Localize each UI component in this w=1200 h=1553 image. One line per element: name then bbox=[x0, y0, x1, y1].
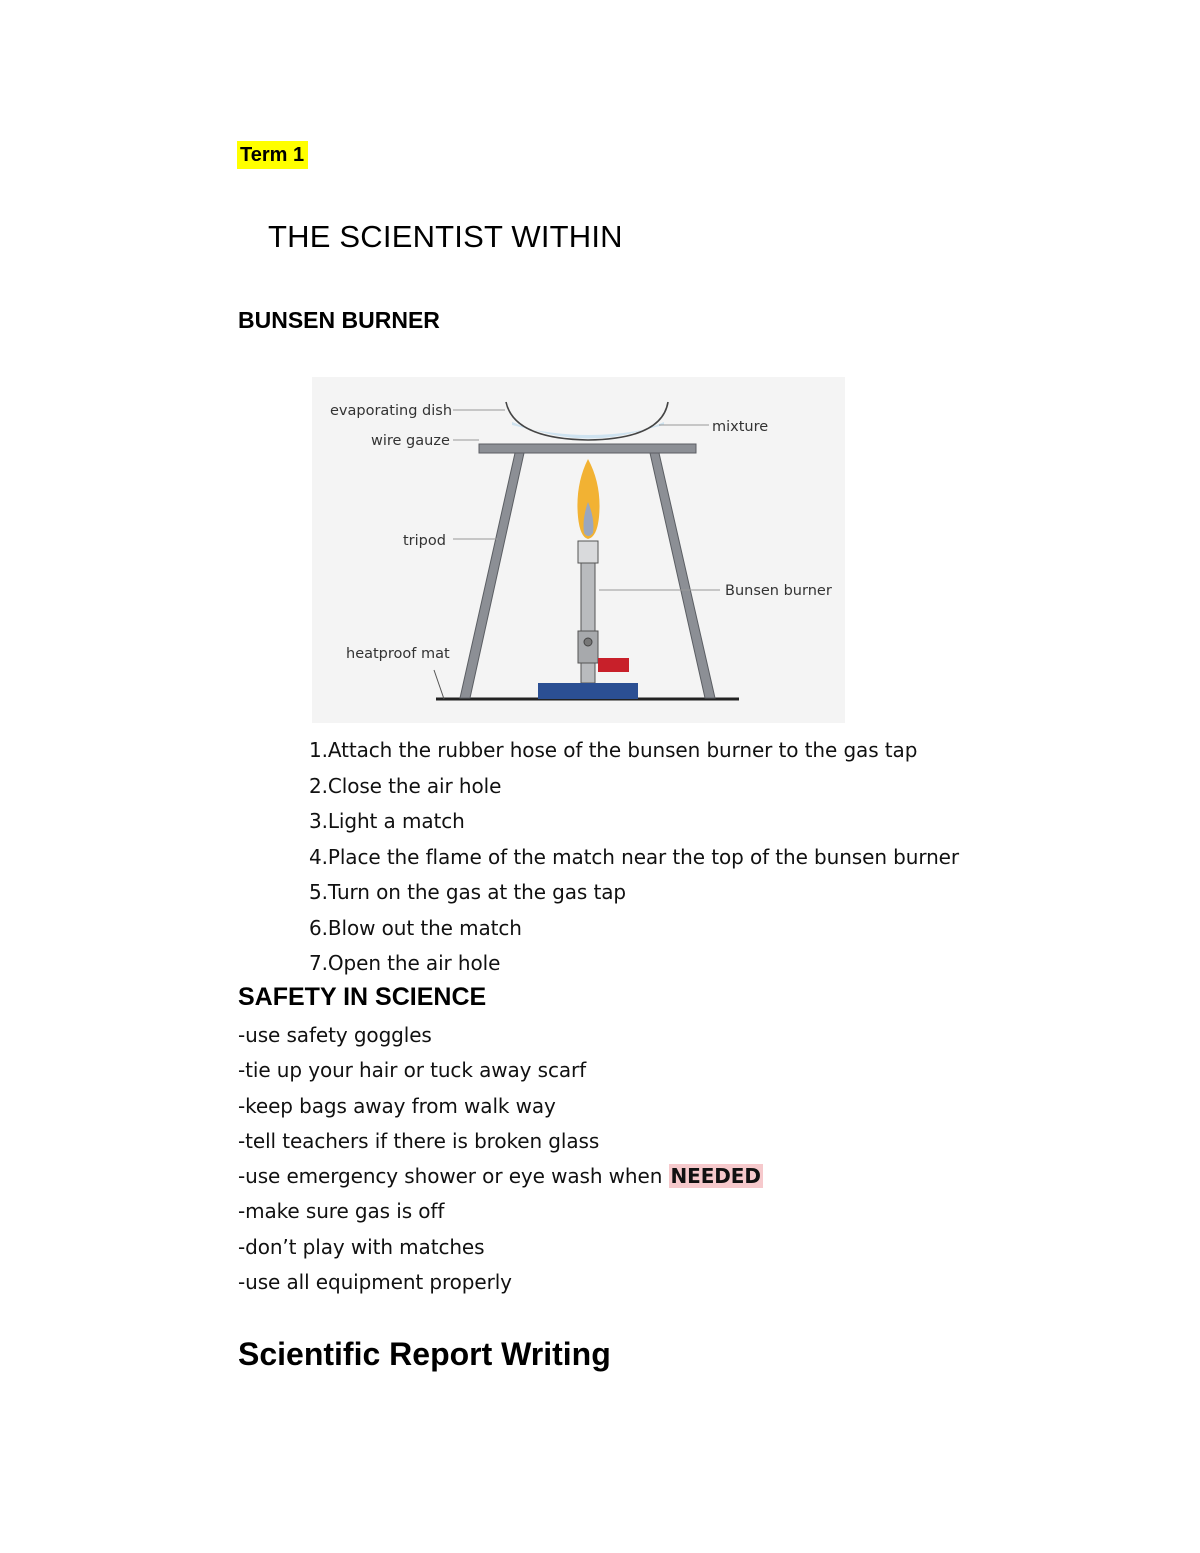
bunsen-steps-list bbox=[309, 733, 959, 982]
bunsen-burner-diagram bbox=[312, 377, 845, 723]
safety-rule: -tie up your hair or tuck away scarf bbox=[238, 1058, 587, 1083]
report-writing-heading: Scientific Report Writing bbox=[238, 1336, 611, 1372]
step-item: 3.Light a match bbox=[309, 809, 465, 833]
document-title: THE SCIENTIST WITHIN bbox=[268, 219, 623, 254]
leader-heatproof-mat bbox=[434, 670, 444, 699]
safety-rule: -don’t play with matches bbox=[238, 1234, 485, 1259]
burner-air-collar bbox=[578, 631, 598, 663]
burner-barrel bbox=[581, 563, 595, 631]
tripod-left-leg bbox=[460, 453, 524, 698]
step-item: 6.Blow out the match bbox=[309, 915, 522, 940]
label-heatproof-mat: heatproof mat bbox=[346, 646, 450, 662]
label-mixture: mixture bbox=[712, 419, 769, 435]
bunsen-burner-heading: BUNSEN BURNER bbox=[238, 307, 440, 333]
step-item: 1.Attach the rubber hose of the bunsen burner to the gas tap bbox=[309, 738, 918, 762]
evaporating-dish bbox=[506, 402, 668, 440]
burner-neck bbox=[581, 663, 595, 683]
safety-rule-emergency bbox=[238, 1159, 763, 1194]
safety-rule: -make sure gas is off bbox=[238, 1199, 445, 1224]
safety-heading: SAFETY IN SCIENCE bbox=[238, 983, 487, 1011]
burner-base bbox=[538, 683, 638, 699]
step-item: 2.Close the air hole bbox=[309, 773, 502, 798]
safety-rule: -tell teachers if there is broken glass bbox=[238, 1128, 600, 1153]
safety-rule: -use safety goggles bbox=[238, 1023, 432, 1047]
step-item: 4.Place the flame of the match near the top of the bunsen burner bbox=[309, 844, 960, 869]
safety-rule-text: -use emergency shower or eye wash when bbox=[238, 1164, 669, 1189]
term-label: Term 1 bbox=[237, 141, 308, 169]
safety-rules-list bbox=[238, 1018, 763, 1300]
safety-rule: -keep bags away from walk way bbox=[238, 1093, 556, 1118]
safety-rule: -use all equipment properly bbox=[238, 1270, 512, 1295]
wire-gauze bbox=[479, 444, 696, 453]
step-item: 5.Turn on the gas at the gas tap bbox=[309, 880, 626, 904]
label-bunsen-burner: Bunsen burner bbox=[725, 583, 832, 599]
air-hole bbox=[584, 638, 592, 646]
step-item: 7.Open the air hole bbox=[309, 951, 501, 975]
needed-highlight: NEEDED bbox=[670, 1164, 761, 1189]
gas-tap bbox=[598, 658, 629, 672]
label-evaporating-dish: evaporating dish bbox=[330, 403, 453, 419]
label-wire-gauze: wire gauze bbox=[371, 433, 450, 449]
label-tripod: tripod bbox=[403, 533, 446, 549]
tripod-right-leg bbox=[650, 453, 715, 698]
mixture-liquid bbox=[512, 422, 664, 439]
burner-collar bbox=[578, 541, 598, 563]
